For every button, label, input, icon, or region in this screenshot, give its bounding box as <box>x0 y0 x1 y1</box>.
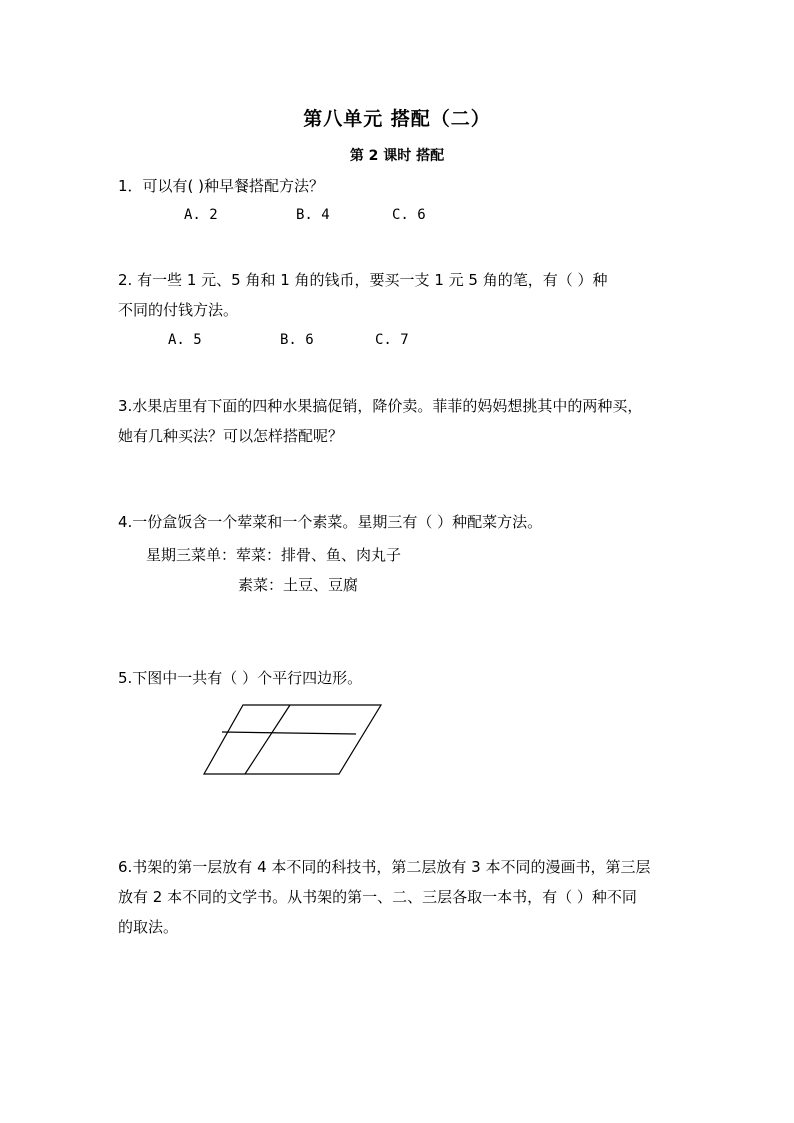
question-3-line-1: 3.水果店里有下面的四种水果搞促销，降价卖。菲菲的妈妈想挑其中的两种买， <box>118 397 643 415</box>
question-4-menu-line-2: 素菜：土豆、豆腐 <box>238 576 359 594</box>
question-6-line-1: 6.书架的第一层放有 4 本不同的科技书，第二层放有 3 本不同的漫画书，第三层 <box>118 858 651 876</box>
outer-parallelogram <box>204 705 381 774</box>
question-1-option-b: B. 4 <box>296 207 330 223</box>
question-2-option-b: B. 6 <box>280 332 314 348</box>
question-4-menu-line-1: 星期三菜单：荤菜：排骨、鱼、肉丸子 <box>146 546 402 564</box>
question-1-option-c: C. 6 <box>392 207 426 223</box>
question-2-line-1: 2. 有一些 1 元、5 角和 1 角的钱币，要买一支 1 元 5 角的笔，有（ ）种 <box>118 271 608 289</box>
horizontal-divider-line <box>222 732 356 734</box>
question-6-line-2: 放有 2 本不同的文学书。从书架的第一、二、三层各取一本书，有（ ）种不同 <box>118 888 637 906</box>
lesson-subtitle: 第 2 课时 搭配 <box>349 148 445 164</box>
slanted-divider-line <box>245 705 290 774</box>
page-title: 第八单元 搭配（二） <box>303 108 491 130</box>
question-6-line-3: 的取法。 <box>118 918 179 936</box>
parallelogram-figure <box>200 703 386 781</box>
question-5-text: 5.下图中一共有（ ）个平行四边形。 <box>118 669 363 687</box>
question-1-option-a: A. 2 <box>184 207 218 223</box>
question-2-line-2: 不同的付钱方法。 <box>118 301 239 319</box>
question-2-option-c: C. 7 <box>375 332 409 348</box>
question-1-text: 1．可以有( )种早餐搭配方法？ <box>118 177 325 195</box>
question-4-line-1: 4.一份盒饭含一个荤菜和一个素菜。星期三有（ ）种配菜方法。 <box>118 513 543 531</box>
question-2-option-a: A. 5 <box>168 332 202 348</box>
question-3-line-2: 她有几种买法？可以怎样搭配呢？ <box>118 427 344 445</box>
